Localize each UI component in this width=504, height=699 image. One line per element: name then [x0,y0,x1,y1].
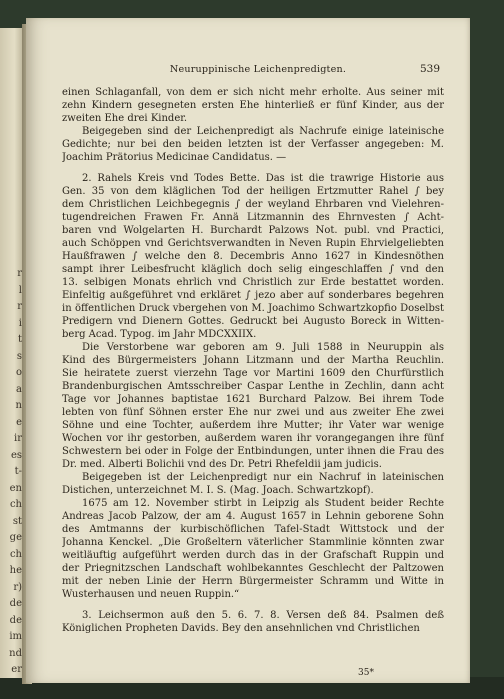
text-line: sampt ihrer Leibesfrucht kläglich doch selig eingeschlaffen ∫ vnd den [62,264,444,275]
paragraph [62,471,444,497]
text-line: Distichen, unterzeichnet M. I. S. (Mag. Joach. Schwartzkopf). [62,485,374,496]
facing-page-fragment: de [9,598,22,609]
facing-page-fragment: r [17,301,22,312]
facing-page-fragment: o [15,367,22,378]
book-page [26,18,470,683]
text-line: einen Schlaganfall, von dem er sich nicht mehr erholte. Aus seiner mit [62,87,444,98]
running-title: Neuruppinische Leichenpredigten. [169,64,347,75]
text-line: Haußfrawen ∫ welche den 8. Decembris Anno 1627 in Kindesnöthen [62,251,444,262]
page-header [26,64,470,78]
facing-page-edge [0,28,24,678]
text-line: tugendreichen Frawen Fr. Annä Litzmannin des Ehrnvesten ∫ Acht- [62,212,444,223]
facing-page-fragment: ir [14,433,22,444]
body-text [62,86,444,635]
facing-page-fragment: de [9,614,22,626]
text-line: zweiten Ehe drei Kinder. [62,113,188,124]
facing-page-fragment: t- [14,466,22,477]
text-line: dem Christlichen Leichbegegnis ∫ der weyland Ehrbaren vnd Vielehren- [62,199,444,210]
text-line: Brandenburgischen Amtsschreiber Caspar Lenthe in Zechlin, dann acht [62,381,444,392]
text-line: der Priegnitzschen Landschaft wohlbekanntes Geschlecht der Paltzowen [62,563,444,574]
facing-page-fragment: t [17,334,22,345]
facing-page-fragment: im [9,631,22,642]
text-line: Wusterhausen und neuen Ruppin.“ [62,589,240,600]
facing-page-fragment: ch [9,548,22,560]
paragraph [62,86,444,125]
text-line: Wochen vor ihr gestorben, außerdem waren ihr vorangegangen ihre fünf [62,433,444,444]
text-line: des Amtmanns der kurbischöflichen Tafel-Stadt Wittstock und der [62,524,444,535]
facing-page-fragment: er [11,664,22,675]
text-line: in öffentlichen Druck vbergehen von M. Joachimo Schwartzkopfio Doselbst [62,303,444,314]
text-line: Schwestern bei oder in Folge der Entbindungen, unter ihnen die Frau des [62,446,444,457]
paragraph [62,497,444,601]
facing-page-fragment: e [16,416,22,428]
text-line: mit der neben Linie der Herrn Bürgermeister Schramm und Witte in [62,576,444,587]
paragraph [62,172,444,341]
text-line: 2. Rahels Kreis vnd Todes Bette. Das ist die trawrige Historie aus [82,173,444,184]
text-line: auch Schöppen vnd Gerichtsverwandten in Neven Rupin Ehrvielgeliebten [62,238,444,249]
text-line: lebten von fünf Söhnen erster Ehe nur zwei und aus zweiter Ehe zwei [62,407,444,418]
text-line: Predigern vnd Dienern Gottes. Gedruckt bei Augusto Boreck in Witten- [62,316,444,327]
page-number: 539 [419,63,440,75]
facing-page-fragment: l [18,284,22,296]
text-line: weitläuftig aufgeführt werden durch das in der Grafschaft Ruppin und [62,550,444,561]
paragraph [62,341,444,471]
text-line: Einfeltig außgeführet vnd erkläret ∫ jezo aber auf sonderbares begehren [62,290,444,301]
facing-page-fragment: ch [9,499,22,510]
text-line: zehn Kindern gesegneten ersten Ehe hinterließ er fünf Kinder, aus der [62,100,444,111]
facing-page-fragment: es [10,449,22,461]
text-line: Die Verstorbene war geboren am 9. Juli 1588 in Neuruppin als [82,342,444,353]
facing-page-fragment: ge [9,532,22,543]
text-line: Johanna Kenckel. „Die Großeltern väterlicher Stammlinie könnten zwar [62,537,444,548]
text-line: baren vnd Wolgelarten H. Burchardt Palzows Not. publ. vnd Practici, [62,225,444,236]
facing-page-fragment: st [12,515,22,527]
facing-page-fragment: s [16,350,22,362]
text-line: 3. Leichsermon auß den 5. 6. 7. 8. Versen deß 84. Psalmen deß [82,610,444,621]
text-line: berg Acad. Typog. im Jahr MDCXXIIX. [62,329,257,340]
facing-page-fragment: he [9,565,22,576]
text-line: Dr. med. Alberti Bolichii vnd des Dr. Petri Rhefeldii jam judicis. [62,459,382,470]
facing-page-fragment: en [9,482,22,494]
text-line: Sie heiratete zuerst vierzehn Tage vor Martini 1609 den Churfürstlich [62,368,444,379]
facing-page-fragment: i [18,317,22,329]
paragraph [62,125,444,164]
facing-page-fragment: a [16,383,22,395]
text-line: Beigegeben sind der Leichenpredigt als Nachrufe einige lateinische [82,126,444,137]
facing-page-fragment: nd [9,647,22,659]
text-line: Tage vor Johannes baptistae 1621 Burchard Palzow. Bei ihrem Tode [62,394,444,405]
text-line: Andreas Jacob Palzow, der am 4. August 1657 in Lehnin geborene Sohn [62,511,444,522]
text-line: Beigegeben ist der Leichenpredigt nur ein Nachruf in lateinischen [82,472,444,483]
text-line: Königlichen Propheten Davids. Bey den ansehnlichen vnd Christlichen [62,623,420,634]
facing-page-fragment: r [17,268,22,279]
text-line: 13. selbigen Monats ehrlich vnd Christlich zur Erde bestattet worden. [62,277,444,288]
signature-mark: 35* [358,668,374,678]
text-line: Kind des Bürgermeisters Johann Litzmann und der Martha Reuchlin. [62,355,444,366]
text-line: 1675 am 12. November stirbt in Leipzig als Student beider Rechte [82,498,444,509]
text-line: Gedichte; nur bei den beiden letzten ist der Verfasser angegeben: M. [62,139,444,150]
facing-page-fragment: n [15,400,22,411]
text-line: Gen. 35 von dem kläglichen Tod der heiligen Ertzmutter Rahel ∫ bey [62,186,444,197]
text-line: Joachim Prätorius Medicinae Candidatus. — [62,152,287,163]
paragraph [62,609,444,635]
facing-page-fragment: r) [13,581,22,593]
text-line: Söhne und eine Tochter, außerdem ihre Mutter; ihr Vater war wenige [62,420,444,431]
